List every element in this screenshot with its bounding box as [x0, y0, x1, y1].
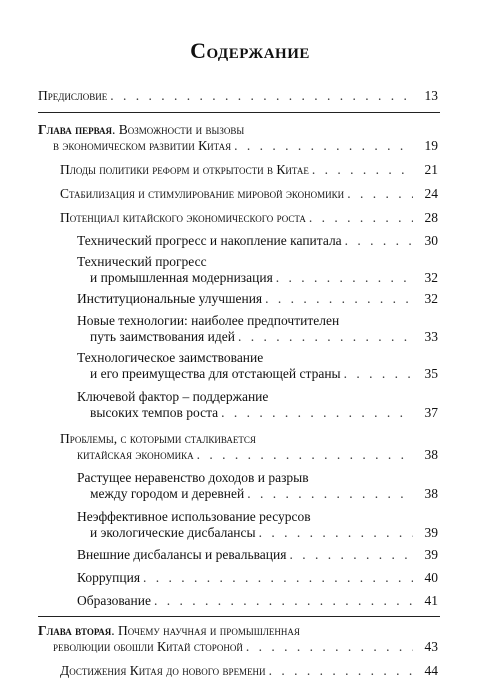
- toc-entry-line1: Неэффективное использование ресурсов: [77, 509, 311, 524]
- toc-entry-line1: Новые технологии: наиболее предпочтителен: [77, 313, 340, 328]
- leader-dots: [197, 447, 413, 463]
- leader-dots: [265, 291, 413, 307]
- toc-entry-inefficient[interactable]: [0, 509, 500, 541]
- toc-entry-text: Стабилизация и стимулирование мировой экономики: [60, 186, 345, 201]
- toc-page-number: 41: [424, 593, 438, 608]
- toc-entry-tech-progress[interactable]: [0, 233, 500, 249]
- toc-entry-line2: высоких темпов роста: [90, 405, 219, 420]
- toc-entry-education[interactable]: [0, 593, 500, 609]
- toc-entry-stabilization[interactable]: [0, 186, 500, 202]
- leader-dots: [345, 233, 413, 249]
- toc-entry-text: Внешние дисбалансы и ревальвация: [77, 547, 287, 562]
- toc-page-number: 19: [424, 138, 438, 153]
- leader-dots: [221, 405, 413, 421]
- toc-entry-preface[interactable]: [0, 88, 500, 104]
- chapter-label: Глава вторая: [38, 623, 112, 638]
- toc-entry-text: Образование: [77, 593, 151, 608]
- toc-entry-corruption[interactable]: [0, 570, 500, 586]
- toc-entry-new-tech[interactable]: [0, 313, 500, 345]
- toc-entry-line1: Технологическое заимствование: [77, 350, 264, 365]
- toc-entry-line1: Проблемы, с которыми сталкивается: [60, 431, 256, 446]
- leader-dots: [238, 329, 413, 345]
- leader-dots: [276, 270, 413, 286]
- leader-dots: [269, 663, 413, 679]
- toc-entry-institutional[interactable]: [0, 291, 500, 307]
- toc-entry-line1: Ключевой фактор – поддержание: [77, 389, 269, 404]
- toc-page-number: 24: [424, 186, 438, 201]
- toc-entry-problems[interactable]: [0, 431, 500, 463]
- leader-dots: [247, 486, 413, 502]
- toc-chapter-2[interactable]: [0, 623, 500, 655]
- leader-dots: [289, 547, 413, 563]
- toc-page-number: 21: [424, 162, 438, 177]
- leader-dots: [154, 593, 413, 609]
- toc-page-number: 40: [424, 570, 438, 585]
- toc-entry-text: Потенциал китайского экономического роста: [60, 210, 306, 225]
- toc-page-number: 33: [424, 329, 438, 344]
- toc-entry-line2: и экологические дисбалансы: [90, 525, 256, 540]
- toc-page-number: 32: [424, 270, 438, 285]
- toc-entry-text: Достижения Китая до нового времени: [60, 663, 266, 678]
- toc-entry-inequality[interactable]: [0, 470, 500, 502]
- toc-page-number: 28: [424, 210, 438, 225]
- leader-dots: [246, 639, 413, 655]
- chapter-label: Глава первая: [38, 122, 113, 137]
- chapter-title-line1: . Почему научная и промышленная: [111, 623, 300, 638]
- leader-dots: [347, 186, 413, 202]
- toc-entry-borrowing[interactable]: [0, 350, 500, 382]
- leader-dots: [312, 162, 413, 178]
- toc-page-number: 13: [424, 88, 438, 103]
- toc-page-number: 44: [424, 663, 438, 678]
- leader-dots: [234, 138, 413, 154]
- toc-entry-line1: Растущее неравенство доходов и разрыв: [77, 470, 309, 485]
- toc-entry-text: Плоды политики реформ и открытости в Китае: [60, 162, 309, 177]
- leader-dots: [259, 525, 413, 541]
- toc-entry-line2: и промышленная модернизация: [90, 270, 273, 285]
- toc-entry-text: Предисловие: [38, 88, 108, 103]
- toc-entry-achievements[interactable]: [0, 663, 500, 679]
- toc-page-number: 37: [424, 405, 438, 420]
- toc-entry-potential[interactable]: [0, 210, 500, 226]
- toc-entry-line2: между городом и деревней: [90, 486, 245, 501]
- toc-page-number: 35: [424, 366, 438, 381]
- toc-entry-text: Институциональные улучшения: [77, 291, 263, 306]
- divider: [38, 112, 440, 113]
- toc-page-number: 38: [424, 486, 438, 501]
- toc-entry-line2: китайская экономика: [77, 447, 194, 462]
- toc-page-number: 32: [424, 291, 438, 306]
- toc-entry-line2: и его преимущества для отстающей страны: [90, 366, 341, 381]
- toc-page-number: 38: [424, 447, 438, 462]
- toc-entry-key-factor[interactable]: [0, 389, 500, 421]
- toc-page-number: 30: [424, 233, 438, 248]
- toc-entry-tech-modernization[interactable]: [0, 254, 500, 286]
- chapter-title-line2: в экономическом развитии Китая: [53, 138, 232, 153]
- toc-page-number: 39: [424, 525, 438, 540]
- leader-dots: [309, 210, 413, 226]
- chapter-title-line2: революции обошли Китай стороной: [53, 639, 243, 654]
- toc-entry-line1: Технический прогресс: [77, 254, 207, 269]
- toc-entry-text: Технический прогресс и накопление капитала: [77, 233, 342, 248]
- toc-page-number: 43: [424, 639, 438, 654]
- leader-dots: [110, 88, 413, 104]
- toc-entry-fruits[interactable]: [0, 162, 500, 178]
- chapter-title-line1: . Возможности и вызовы: [112, 122, 245, 137]
- toc-page-number: 39: [424, 547, 438, 562]
- toc-chapter-1[interactable]: [0, 122, 500, 154]
- leader-dots: [143, 570, 413, 586]
- toc-entry-external[interactable]: [0, 547, 500, 563]
- toc-entry-line2: путь заимствования идей: [90, 329, 235, 344]
- divider: [38, 616, 440, 617]
- leader-dots: [344, 366, 413, 382]
- toc-entry-text: Коррупция: [77, 570, 141, 585]
- page-title: Содержание: [190, 38, 310, 63]
